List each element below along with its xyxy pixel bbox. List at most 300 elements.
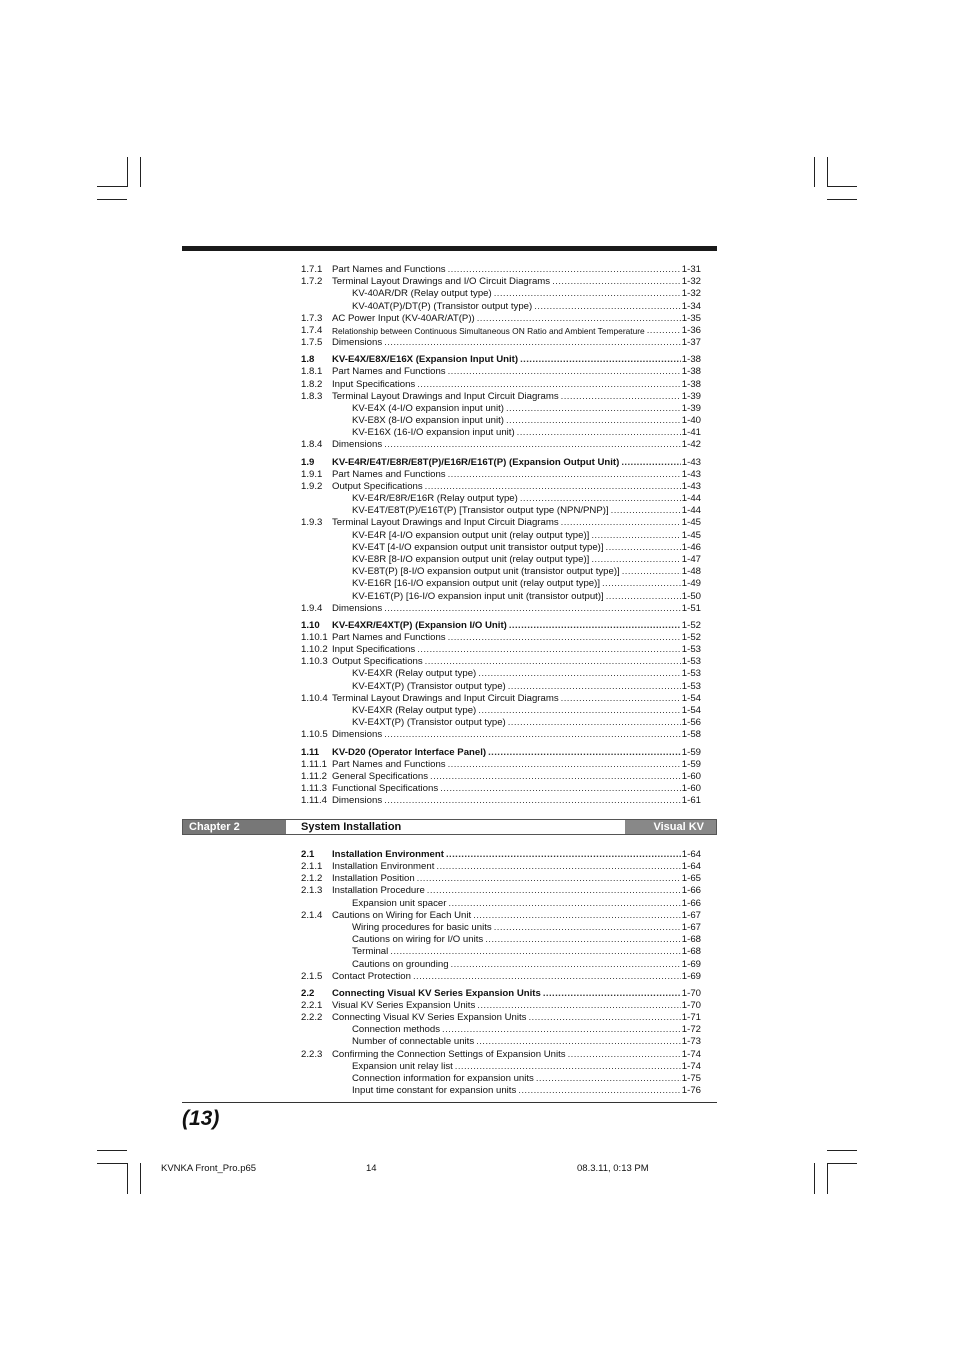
toc-entry-page: 1-56 — [681, 717, 701, 729]
toc-leader-dots — [485, 934, 681, 946]
toc-section-entry — [301, 847, 701, 861]
toc-entry-title: KV-E4R/E4T/E8R/E8T(P)/E16R/E16T(P) (Expansion Output Unit) — [332, 455, 621, 469]
toc-leader-dots — [508, 717, 681, 729]
toc-leader-dots — [390, 946, 681, 958]
toc-entry — [301, 415, 701, 427]
toc-leader-dots — [561, 693, 681, 705]
toc-entry-body — [352, 578, 701, 590]
toc-leader-dots — [384, 729, 681, 741]
toc-entry-body — [352, 554, 701, 566]
toc-entry-title: Part Names and Functions — [332, 264, 446, 275]
toc-entry — [301, 681, 701, 693]
toc-leader-dots — [455, 1061, 681, 1073]
toc-entry-title: KV-E4X (4-I/O expansion input unit) — [352, 402, 504, 414]
toc-entry-body — [352, 591, 701, 603]
toc-entry-page: 1-64 — [681, 849, 701, 860]
toc-entry-page: 1-58 — [681, 729, 701, 741]
toc-entry — [301, 264, 701, 276]
toc-entry-number: 1.9.3 — [301, 517, 323, 529]
toc-entry — [301, 1024, 701, 1036]
toc-leader-dots — [425, 481, 681, 493]
toc-entry-body — [332, 847, 701, 861]
toc-entry-page: 1-37 — [681, 337, 701, 349]
toc-entry — [301, 946, 701, 958]
toc-entry-page: 1-38 — [681, 366, 701, 378]
toc-leader-dots — [478, 668, 681, 680]
toc-entry-page: 1-40 — [681, 415, 701, 427]
toc-leader-dots — [622, 566, 681, 578]
toc-entry-page: 1-54 — [681, 705, 701, 716]
toc-leader-dots — [427, 885, 681, 897]
toc-entry-number: 1.10 — [301, 619, 320, 631]
crop-mark — [827, 1150, 857, 1151]
crop-mark — [127, 157, 128, 187]
toc-leader-dots — [384, 439, 681, 451]
toc-entry-page: 1-31 — [681, 264, 701, 275]
toc-entry-title: Connection information for expansion units — [352, 1073, 534, 1084]
toc-entry — [301, 1000, 701, 1012]
toc-entry-page: 1-76 — [681, 1085, 701, 1097]
footer-filename: KVNKA Front_Pro.p65 — [161, 1163, 257, 1174]
toc-entry — [301, 1036, 701, 1048]
toc-entry — [301, 530, 701, 542]
toc-entry-title: Installation Environment — [332, 847, 446, 861]
toc-entry-body — [352, 959, 701, 971]
footer-rule — [182, 1102, 717, 1103]
toc-entry-page: 1-64 — [681, 861, 701, 872]
toc-entry-title: Cautions on Wiring for Each Unit — [332, 909, 472, 921]
toc-entry-title: KV-E8R [8-I/O expansion output unit (relay output type)] — [352, 553, 590, 565]
toc-entry-number: 1.11 — [301, 746, 320, 758]
toc-entry — [301, 493, 701, 505]
toc-entry-title: Terminal Layout Drawings and Input Circuit Diagrams — [332, 517, 559, 529]
toc-leader-dots — [448, 469, 681, 481]
toc-entry-body — [352, 530, 701, 542]
toc-entry-body — [352, 898, 701, 910]
toc-leader-dots — [506, 415, 681, 427]
toc-entry-page: 1-47 — [681, 553, 701, 565]
toc-entry-page: 1-43 — [681, 456, 701, 468]
toc-entry-title: Input Specifications — [332, 378, 416, 390]
toc-entry-title: Contact Protection — [332, 970, 411, 982]
toc-entry-page: 1-52 — [681, 631, 701, 643]
toc-entry-title: Connecting Visual KV Series Expansion Units — [332, 1012, 527, 1024]
toc-entry-title: Dimensions — [332, 729, 383, 741]
toc-entry-body — [352, 934, 701, 946]
toc-leader-dots — [621, 455, 680, 469]
toc-entry-body — [352, 1085, 701, 1097]
toc-entry-number: 2.2.3 — [301, 1048, 323, 1060]
toc-entry-title: Part Names and Functions — [332, 366, 446, 378]
toc-entry-page: 1-39 — [681, 390, 701, 402]
toc-entry-body — [352, 566, 701, 578]
toc-leader-dots — [436, 861, 680, 873]
toc-entry-page: 1-49 — [681, 578, 701, 590]
toc-entry-title: Terminal Layout Drawings and Input Circuit Diagrams — [332, 692, 559, 704]
toc-entry — [301, 276, 701, 288]
toc-entry-number: 1.10.5 — [301, 729, 328, 741]
toc-entry-page: 1-53 — [681, 656, 701, 668]
toc-leader-dots — [647, 325, 681, 337]
toc-entry-number: 1.9 — [301, 456, 315, 468]
toc-entry-page: 1-45 — [681, 529, 701, 541]
crop-mark — [97, 1150, 127, 1151]
toc-entry — [301, 885, 701, 897]
toc-entry — [301, 325, 701, 337]
toc-leader-dots — [448, 264, 681, 276]
toc-leader-dots — [448, 632, 681, 644]
toc-entry-body — [332, 759, 701, 771]
toc-entry-page: 1-60 — [681, 782, 701, 794]
toc-entry-number: 1.7.1 — [301, 264, 323, 275]
toc-entry — [301, 403, 701, 415]
toc-entry-body — [352, 403, 701, 415]
toc-entry-number: 2.1.2 — [301, 873, 323, 885]
toc-entry-title: KV-E16R [16-I/O expansion output unit (relay output type)] — [352, 578, 600, 590]
toc-entry — [301, 288, 701, 300]
toc-entry-page: 1-60 — [681, 770, 701, 782]
toc-entry-number: 2.1.1 — [301, 861, 323, 872]
crop-mark — [97, 1163, 127, 1164]
toc-entry-body — [332, 325, 701, 337]
toc-list-chapter-2 — [301, 844, 701, 1097]
toc-entry — [301, 301, 701, 313]
toc-entry-body — [332, 481, 701, 493]
toc-entry — [301, 1061, 701, 1073]
toc-entry-body — [332, 337, 701, 349]
toc-entry-title: Input Specifications — [332, 644, 416, 656]
toc-entry-title: KV-E4R [4-I/O expansion output unit (relay output type)] — [352, 529, 590, 541]
toc-leader-dots — [509, 618, 681, 632]
toc-leader-dots — [417, 644, 681, 656]
toc-entry-body — [352, 681, 701, 693]
toc-entry-body — [332, 366, 701, 378]
toc-entry-body — [352, 1024, 701, 1036]
toc-entry-page: 1-68 — [681, 934, 701, 946]
toc-entry-title: Relationship between Continuous Simultaneous ON Ratio and Ambient Temperature — [332, 325, 645, 336]
toc-leader-dots — [477, 1000, 681, 1012]
toc-entry-page: 1-38 — [681, 378, 701, 390]
toc-entry-title: Dimensions — [332, 439, 383, 451]
toc-entry-title: Wiring procedures for basic units — [352, 921, 492, 933]
toc-entry-body — [332, 1049, 701, 1061]
toc-entry-title: KV-E4XR (Relay output type) — [352, 705, 477, 716]
toc-entry-title: Part Names and Functions — [332, 631, 446, 643]
toc-entry-page: 1-52 — [681, 619, 701, 631]
toc-entry-body — [332, 873, 701, 885]
toc-entry — [301, 656, 701, 668]
toc-entry-body — [332, 1012, 701, 1024]
toc-entry-page: 1-44 — [681, 493, 701, 504]
toc-entry — [301, 566, 701, 578]
toc-entry-body — [332, 517, 701, 529]
toc-entry-page: 1-69 — [681, 958, 701, 970]
crop-mark — [827, 1163, 828, 1194]
toc-leader-dots — [430, 771, 681, 783]
toc-entry — [301, 632, 701, 644]
toc-entry-title: Input time constant for expansion units — [352, 1085, 517, 1097]
toc-entry-body — [352, 1061, 701, 1073]
toc-leader-dots — [520, 352, 681, 366]
toc-entry-title: Installation Position — [332, 873, 415, 885]
toc-entry-title: KV-E4XT(P) (Transistor output type) — [352, 680, 506, 692]
toc-entry-page: 1-51 — [681, 602, 701, 614]
toc-entry — [301, 910, 701, 922]
toc-leader-dots — [448, 366, 681, 378]
toc-entry — [301, 1012, 701, 1024]
toc-entry — [301, 795, 701, 807]
chapter-label: Chapter 2 — [183, 820, 286, 834]
toc-entry-body — [332, 455, 701, 469]
toc-entry-title: KV-E8T(P) [8-I/O expansion output unit (transistor output type)] — [352, 566, 620, 578]
toc-leader-dots — [384, 603, 681, 615]
toc-entry-number: 1.11.3 — [301, 782, 327, 794]
toc-entry-title: KV-40AR/DR (Relay output type) — [352, 288, 492, 300]
page-number: (13) — [182, 1107, 220, 1130]
toc-entry-number: 1.10.1 — [301, 631, 328, 643]
toc-entry-title: KV-E4XR/E4XT(P) (Expansion I/O Unit) — [332, 618, 509, 632]
toc-entry-number: 1.8.2 — [301, 378, 323, 390]
toc-entry-body — [332, 439, 701, 451]
toc-entry — [301, 693, 701, 705]
toc-section-entry — [301, 352, 701, 366]
toc-entry-title: Dimensions — [332, 337, 383, 349]
toc-entry-body — [332, 656, 701, 668]
toc-entry-title: Part Names and Functions — [332, 468, 446, 480]
toc-entry-body — [332, 276, 701, 288]
toc-entry — [301, 922, 701, 934]
toc-leader-dots — [494, 288, 681, 300]
toc-entry-number: 1.7.4 — [301, 324, 323, 336]
toc-entry-page: 1-67 — [681, 921, 701, 933]
toc-section-entry — [301, 455, 701, 469]
toc-entry-body — [352, 705, 701, 717]
toc-entry-title: Output Specifications — [332, 656, 423, 668]
toc-entry-title: Cautions on grounding — [352, 958, 449, 970]
toc-entry-page: 1-54 — [681, 692, 701, 704]
toc-entry-number: 2.1.5 — [301, 970, 323, 982]
toc-entry-title: Dimensions — [332, 602, 383, 614]
toc-entry-number: 1.8 — [301, 354, 315, 366]
toc-leader-dots — [517, 427, 681, 439]
toc-entry — [301, 313, 701, 325]
crop-mark — [814, 1163, 815, 1194]
toc-entry-title: Visual KV Series Expansion Units — [332, 999, 476, 1011]
toc-entry — [301, 542, 701, 554]
toc-entry-page: 1-41 — [681, 427, 701, 439]
toc-entry — [301, 379, 701, 391]
toc-entry — [301, 1049, 701, 1061]
crop-mark — [827, 1163, 857, 1164]
toc-entry-page: 1-65 — [681, 873, 701, 885]
toc-entry-body — [352, 505, 701, 517]
toc-entry-title: KV-D20 (Operator Interface Panel) — [332, 745, 488, 759]
toc-entry-page: 1-43 — [681, 480, 701, 492]
toc-entry-body — [352, 288, 701, 300]
toc-entry-title: KV-40AT(P)/DT(P) (Transistor output type) — [352, 300, 533, 312]
toc-entry-title: Installation Environment — [332, 861, 435, 872]
toc-entry-page: 1-48 — [681, 566, 701, 578]
toc-section-entry — [301, 745, 701, 759]
toc-entry — [301, 427, 701, 439]
toc-entry — [301, 644, 701, 656]
toc-entry — [301, 668, 701, 680]
toc-entry-body — [352, 427, 701, 439]
crop-mark — [140, 1163, 141, 1194]
toc-entry-page: 1-53 — [681, 668, 701, 680]
toc-leader-dots — [476, 1036, 681, 1048]
toc-leader-dots — [442, 1024, 681, 1036]
toc-leader-dots — [534, 301, 681, 313]
toc-entry-page: 1-74 — [681, 1060, 701, 1072]
toc-entry-title: Number of connectable units — [352, 1036, 475, 1048]
toc-entry-body — [332, 313, 701, 325]
toc-entry-body — [332, 745, 701, 759]
toc-entry-body — [332, 861, 701, 873]
toc-entry-number: 1.11.1 — [301, 758, 327, 770]
toc-entry-number: 1.9.4 — [301, 602, 323, 614]
toc-entry-title: Terminal Layout Drawings and I/O Circuit Diagrams — [332, 276, 551, 288]
toc-entry — [301, 517, 701, 529]
toc-entry — [301, 783, 701, 795]
toc-entry-number: 2.2.1 — [301, 999, 323, 1011]
toc-entry-page: 1-36 — [681, 324, 701, 336]
toc-entry-page: 1-66 — [681, 897, 701, 909]
toc-entry-page: 1-53 — [681, 680, 701, 692]
toc-entry-body — [332, 644, 701, 656]
toc-entry-body — [332, 632, 701, 644]
toc-entry-page: 1-71 — [681, 1012, 701, 1024]
toc-entry-page: 1-35 — [681, 312, 701, 324]
toc-leader-dots — [606, 542, 681, 554]
toc-entry-number: 1.7.2 — [301, 276, 323, 288]
toc-entry-page: 1-45 — [681, 517, 701, 529]
toc-entry — [301, 439, 701, 451]
toc-entry-title: KV-E4T/E8T(P)/E16T(P) [Transistor output type (NPN/PNP)] — [352, 505, 609, 517]
toc-entry-title: KV-E16X (16-I/O expansion input unit) — [352, 427, 515, 439]
crop-mark — [140, 157, 141, 187]
chapter-header — [182, 819, 717, 835]
toc-entry-body — [332, 729, 701, 741]
toc-entry — [301, 898, 701, 910]
toc-entry-body — [332, 352, 701, 366]
toc-leader-dots — [417, 379, 681, 391]
toc-entry-number: 2.2 — [301, 987, 315, 999]
toc-leader-dots — [494, 922, 681, 934]
toc-entry-page: 1-39 — [681, 402, 701, 414]
toc-entry-page: 1-59 — [681, 746, 701, 758]
toc-entry-body — [332, 783, 701, 795]
toc-entry-page: 1-61 — [681, 795, 701, 807]
toc-entry-title: Connecting Visual KV Series Expansion Units — [332, 986, 543, 1000]
toc-entry — [301, 337, 701, 349]
toc-entry — [301, 1073, 701, 1085]
toc-leader-dots — [543, 986, 681, 1000]
toc-entry-page: 1-42 — [681, 439, 701, 451]
toc-entry-page: 1-43 — [681, 468, 701, 480]
toc-leader-dots — [446, 847, 681, 861]
toc-entry-body — [332, 618, 701, 632]
toc-entry-title: Connection methods — [352, 1024, 440, 1036]
toc-entry-number: 1.10.3 — [301, 656, 328, 668]
crop-mark — [827, 186, 857, 187]
toc-leader-dots — [417, 873, 681, 885]
crop-mark — [814, 157, 815, 187]
toc-entry-title: KV-E4X/E8X/E16X (Expansion Input Unit) — [332, 352, 520, 366]
toc-entry-page: 1-70 — [681, 987, 701, 999]
toc-entry-title: Part Names and Functions — [332, 758, 446, 770]
toc-leader-dots — [425, 656, 681, 668]
toc-entry-body — [352, 415, 701, 427]
toc-entry-body — [352, 922, 701, 934]
toc-leader-dots — [477, 313, 681, 325]
toc-entry — [301, 591, 701, 603]
crop-mark — [97, 199, 127, 200]
toc-leader-dots — [488, 745, 681, 759]
crop-mark — [97, 186, 127, 187]
toc-entry-page: 1-59 — [681, 758, 701, 770]
toc-entry — [301, 759, 701, 771]
toc-entry-number: 1.8.3 — [301, 390, 323, 402]
toc-leader-dots — [451, 959, 681, 971]
crop-mark — [827, 199, 857, 200]
toc-entry-title: KV-E4XR (Relay output type) — [352, 668, 477, 680]
toc-entry-number: 2.2.2 — [301, 1012, 323, 1024]
toc-entry-page: 1-74 — [681, 1048, 701, 1060]
toc-entry-page: 1-68 — [681, 946, 701, 958]
toc-entry-title: KV-E4T [4-I/O expansion output unit transistor output type)] — [352, 541, 604, 553]
toc-entry-body — [332, 986, 701, 1000]
toc-entry-title: KV-E8X (8-I/O expansion input unit) — [352, 415, 504, 427]
toc-entry-number: 1.10.2 — [301, 644, 328, 656]
toc-entry — [301, 481, 701, 493]
toc-leader-dots — [536, 1073, 681, 1085]
toc-entry-title: KV-E4R/E8R/E16R (Relay output type) — [352, 493, 518, 504]
toc-entry-title: Cautions on wiring for I/O units — [352, 934, 484, 946]
toc-entry — [301, 391, 701, 403]
toc-entry-number: 1.10.4 — [301, 692, 328, 704]
toc-entry-title: Output Specifications — [332, 480, 423, 492]
toc-entry — [301, 861, 701, 873]
toc-entry — [301, 729, 701, 741]
toc-entry-page: 1-32 — [681, 276, 701, 288]
toc-list-chapter-1 — [301, 264, 701, 807]
toc-entry-page: 1-50 — [681, 590, 701, 602]
brand-label: Visual KV — [625, 820, 716, 834]
toc-entry — [301, 771, 701, 783]
toc-entry — [301, 554, 701, 566]
toc-entry-page: 1-46 — [681, 541, 701, 553]
chapter-title: System Installation — [301, 821, 402, 833]
toc-entry-body — [352, 1036, 701, 1048]
toc-leader-dots — [384, 795, 681, 807]
toc-leader-dots — [473, 910, 681, 922]
toc-section-entry — [301, 618, 701, 632]
toc-entry-page: 1-69 — [681, 970, 701, 982]
toc-entry-body — [332, 885, 701, 897]
toc-leader-dots — [568, 1049, 681, 1061]
toc-entry-body — [332, 379, 701, 391]
toc-entry-body — [332, 603, 701, 615]
toc-entry-number: 1.9.1 — [301, 468, 323, 480]
toc-entry-body — [332, 1000, 701, 1012]
toc-entry-title: General Specifications — [332, 770, 428, 782]
toc-entry-number: 1.11.4 — [301, 795, 327, 807]
toc-entry-body — [352, 542, 701, 554]
toc-entry-number: 1.7.3 — [301, 312, 323, 324]
toc-entry-body — [332, 971, 701, 983]
toc-leader-dots — [528, 1012, 680, 1024]
